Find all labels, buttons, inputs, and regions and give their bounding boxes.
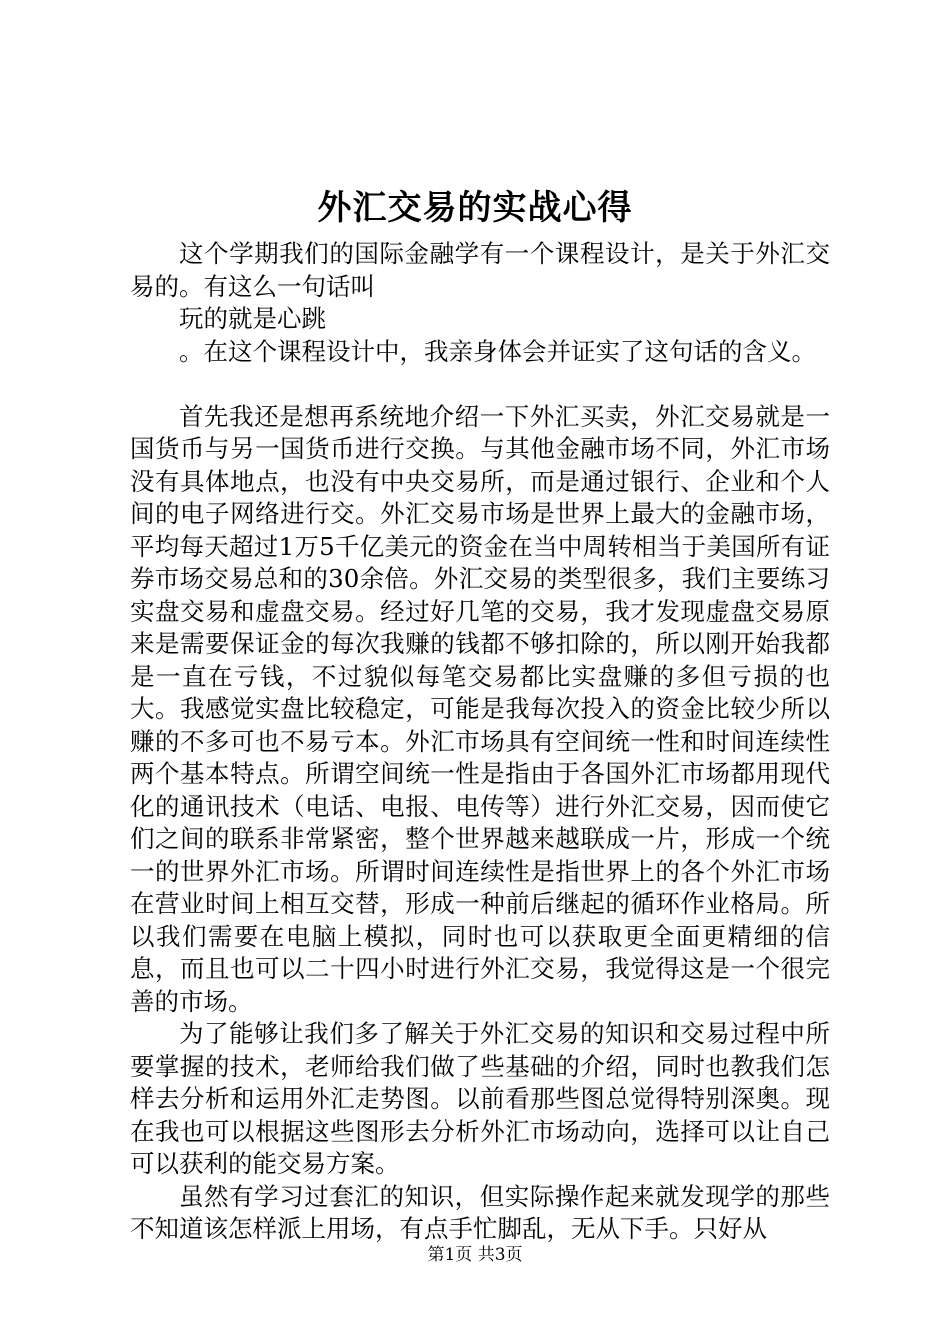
paragraph-spacer bbox=[130, 368, 830, 401]
paragraph-forex-overview: 首先我还是想再系统地介绍一下外汇买卖，外汇交易就是一国货币与另一国货币进行交换。与其他金融市场不同，外汇市场没有具体地点，也没有中央交易所，而是通过银行、企业和个人间的电子网络进行交。外汇交易市场是世界上最大的金融市场，平均每天超过1万5千亿美元的资金在当中周转相当于美国所有证券市场交易总和的30余倍。外汇交易的类型很多，我们主要练习实盘交易和虚盘交易。经过好几笔的交易，我才发现虚盘交易原来是需要保证金的每次我赚的钱都不够扣除的，所以刚开始我都是一直在亏钱，不过貌似每笔交易都比实盘赚的多但亏损的也大。我感觉实盘比较稳定，可能是我每次投入的资金比较少所以赚的不多可也不易亏本。外汇市场具有空间统一性和时间连续性两个基本特点。所谓空间统一性是指由于各国外汇市场都用现代化的通讯技术（电话、电报、电传等）进行外汇交易，因而使它们之间的联系非常紧密，整个世界越来越联成一片，形成一个统一的世界外汇市场。所谓时间连续性是指世界上的各个外汇市场在营业时间上相互交替，形成一种前后继起的循环作业格局。所以我们需要在电脑上模拟，同时也可以获取更全面更精细的信息，而且也可以二十四小时进行外汇交易，我觉得这是一个很完善的市场。 bbox=[130, 401, 830, 1016]
page-footer: 第1页 共3页 bbox=[427, 1245, 523, 1265]
document-title: 外汇交易的实战心得 bbox=[317, 188, 633, 228]
paragraph-quote: 玩的就是心跳 bbox=[179, 304, 326, 333]
document-body bbox=[130, 238, 830, 1246]
paragraph-learning: 为了能够让我们多了解关于外汇交易的知识和交易过程中所要掌握的技术，老师给我们做了些基础的介绍，同时也教我们怎样去分析和运用外汇走势图。以前看那些图总觉得特别深奥。现在我也可以根据这些图形去分析外汇市场动向，选择可以让自己可以获利的能交易方案。 bbox=[130, 1019, 830, 1178]
paragraph-intro-continued: 。在这个课程设计中，我亲身体会并证实了这句话的含义。 bbox=[179, 336, 816, 366]
paragraph-practice: 虽然有学习过套汇的知识，但实际操作起来就发现学的那些不知道该怎样派上用场，有点手忙脚乱，无从下手。只好从 bbox=[130, 1181, 830, 1243]
paragraph-intro: 这个学期我们的国际金融学有一个课程设计，是关于外汇交易的。有这么一句话叫 bbox=[130, 239, 830, 301]
